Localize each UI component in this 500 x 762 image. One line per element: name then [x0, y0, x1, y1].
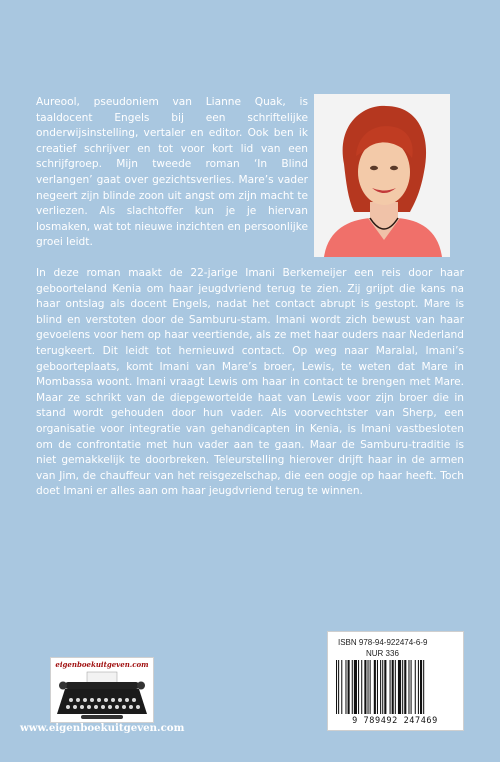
barcode-icon — [334, 660, 457, 716]
barcode-box — [327, 631, 464, 731]
typewriter-icon — [51, 670, 153, 722]
author-bio: Aureool, pseudoniem van Lianne Quak, is taaldocent Engels bij een schriftelijke onderwijsinstelling, vertaler en editor. Ook ben ik creatief schrijver en tot voor kort lid van een schrijfgroep. Mijn tweede roman ‘In Blind verlangen’ gaat over gezichtsverlies. Mare’s vader negeert zijn blinde zoon uit angst om zijn macht te verliezen. Als slachtoffer kun je je hiervan losmaken, wat tot nieuwe inzichten en persoonlijke groei leidt. — [36, 96, 308, 249]
nur-label: NUR 336 — [366, 649, 399, 658]
synopsis: In deze roman maakt de 22-jarige Imani Berkemeijer een reis door haar geboorteland Kenia om haar jeugdvriend terug te zien. Zij grijpt die kans na haar ontslag als docent Engels, nadat het contact abrupt is gestopt. Mare is blind en verstoten door de Samburu-stam. Imani wordt zich bewust van haar gevoelens voor hem op haar veertiende, als ze met haar ouders naar Nederland terugkeert. Dit leidt tot hernieuwd contact. Op weg naar Maralal, Imani’s geboorteplaats, komt Imani van Mare’s broer, Lewis, te weten dat Mare in Mombassa woont. Imani vraagt Lewis om haar in contact te brengen met Mare. Maar ze schrikt van de diepgewortelde haat van Lewis voor zijn broer die in stand wordt gehouden door hun vader. Als voorvechtster van Sherp, een organisatie voor integratie van gehandicapten in Kenia, is Imani vastbesloten om de confrontatie met hun vader aan te gaan. Maar de Samburu-traditie is niet gemakkelijk te doorbreken. Teleurstelling hierover drijft haar in de armen van Jim, de chauffeur van het reisgezelschap, die een oogje op haar heeft. Toch doet Imani er alles aan om haar jeugdvriend terug te winnen. — [36, 267, 464, 498]
author-portrait-icon — [314, 94, 450, 257]
author-photo — [314, 94, 450, 257]
publisher-logo — [50, 657, 154, 723]
barcode-number: 9 789492 247469 — [352, 716, 438, 726]
isbn-label: ISBN 978-94-922474-6-9 — [338, 638, 428, 647]
publisher-url[interactable]: www.eigenboekuitgeven.com — [20, 722, 185, 734]
publisher-logo-text: eigenboekuitgeven.com — [55, 660, 149, 669]
